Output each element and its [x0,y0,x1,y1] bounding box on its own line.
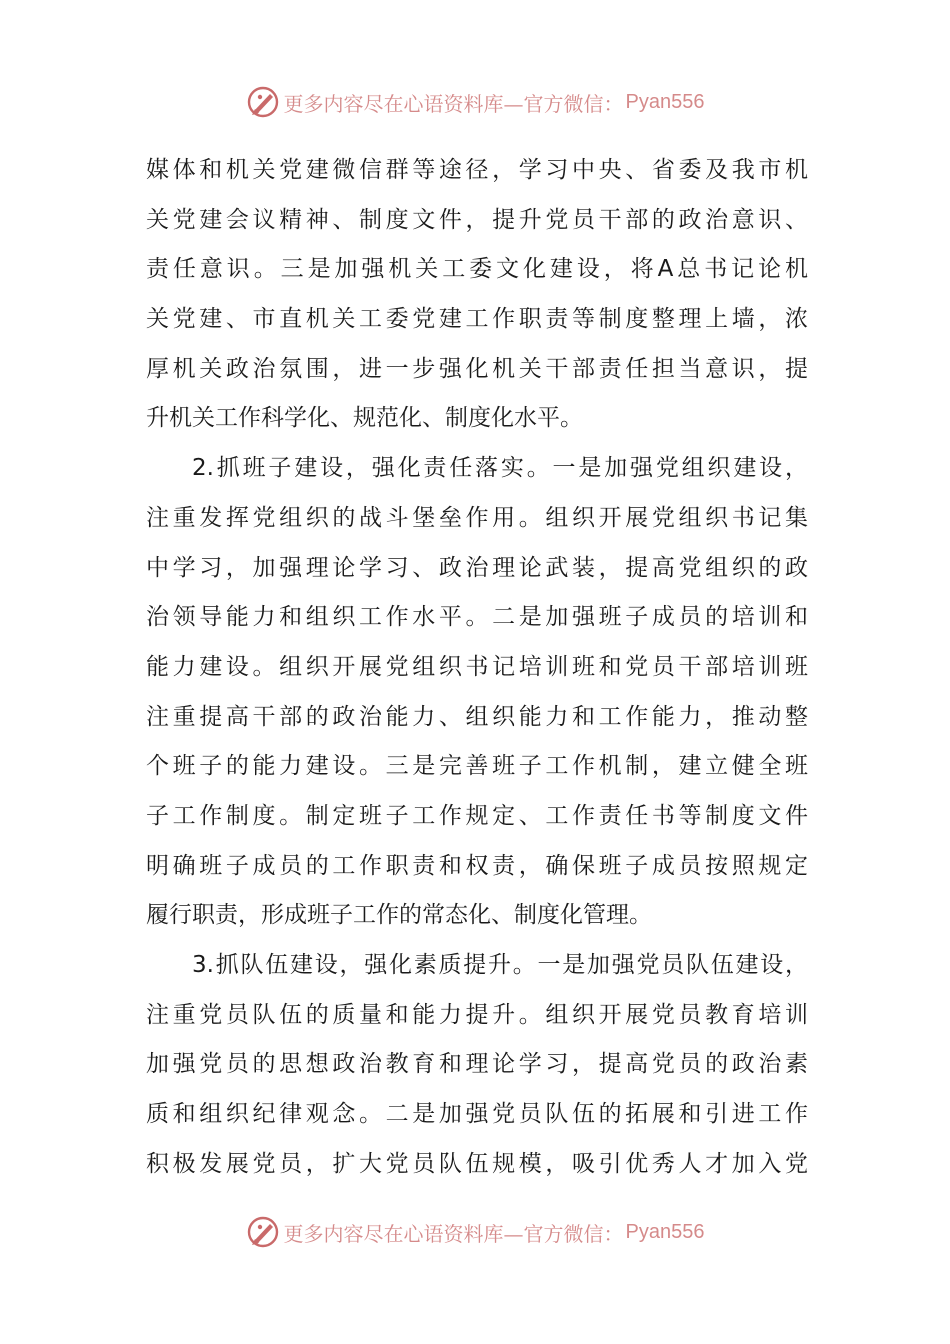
text-line: 责任意识。三是加强机关工委文化建设，将A总书记论机 [146,256,808,283]
watermark-text: 更多内容尽在心语资料库—官方微信： [283,1221,624,1246]
text-line: 注重党员队伍的质量和能力提升。组织开展党员教育培训 [146,1001,808,1028]
section-heading-line: 3.抓队伍建设，强化素质提升。一是加强党员队伍建设， [192,952,808,978]
watermark-text: 更多内容尽在心语资料库—官方微信： [283,91,624,116]
watermark-wechat-id: Pyan556 [625,90,705,113]
text-line: 治领导能力和组织工作水平。二是加强班子成员的培训和 [146,604,808,631]
header-watermark [0,84,950,120]
text-line: 媒体和机关党建微信群等途径，学习中央、省委及我市机 [146,157,808,183]
text-line: 积极发展党员，扩大党员队伍规模，吸引优秀人才加入党 [146,1150,808,1177]
text-line: 中学习，加强理论学习、政治理论武装，提高党组织的政 [146,554,808,581]
footer-watermark [0,1214,950,1250]
section-heading-line: 2.抓班子建设，强化责任落实。一是加强党组织建设， [192,455,808,482]
text-line: 注重提高干部的政治能力、组织能力和工作能力，推动整 [146,703,808,730]
body-text [146,146,808,1189]
text-line: 关党建、市直机关工委党建工作职责等制度整理上墙，浓 [146,306,808,333]
text-line: 明确班子成员的工作职责和权责，确保班子成员按照规定 [146,852,808,879]
text-line: 个班子的能力建设。三是完善班子工作机制，建立健全班 [146,753,808,780]
text-line: 加强党员的思想政治教育和理论学习，提高党员的政治素 [146,1051,808,1078]
text-line: 子工作制度。制定班子工作规定、工作责任书等制度文件 [146,802,808,829]
pen-logo-icon [246,1215,280,1249]
text-line: 厚机关政治氛围，进一步强化机关干部责任担当意识，提 [146,355,808,382]
text-line: 注重发挥党组织的战斗堡垒作用。组织开展党组织书记集 [146,504,808,531]
watermark-wechat-id: Pyan556 [625,1220,705,1243]
text-line: 能力建设。组织开展党组织书记培训班和党员干部培训班 [146,653,808,680]
text-line: 质和组织纪律观念。二是加强党员队伍的拓展和引进工作 [146,1101,808,1128]
text-line: 升机关工作科学化、规范化、制度化水平。 [146,405,583,432]
text-line: 关党建会议精神、制度文件，提升党员干部的政治意识、 [146,206,808,233]
text-line: 履行职责，形成班子工作的常态化、制度化管理。 [146,902,652,929]
pen-logo-icon [246,85,280,119]
